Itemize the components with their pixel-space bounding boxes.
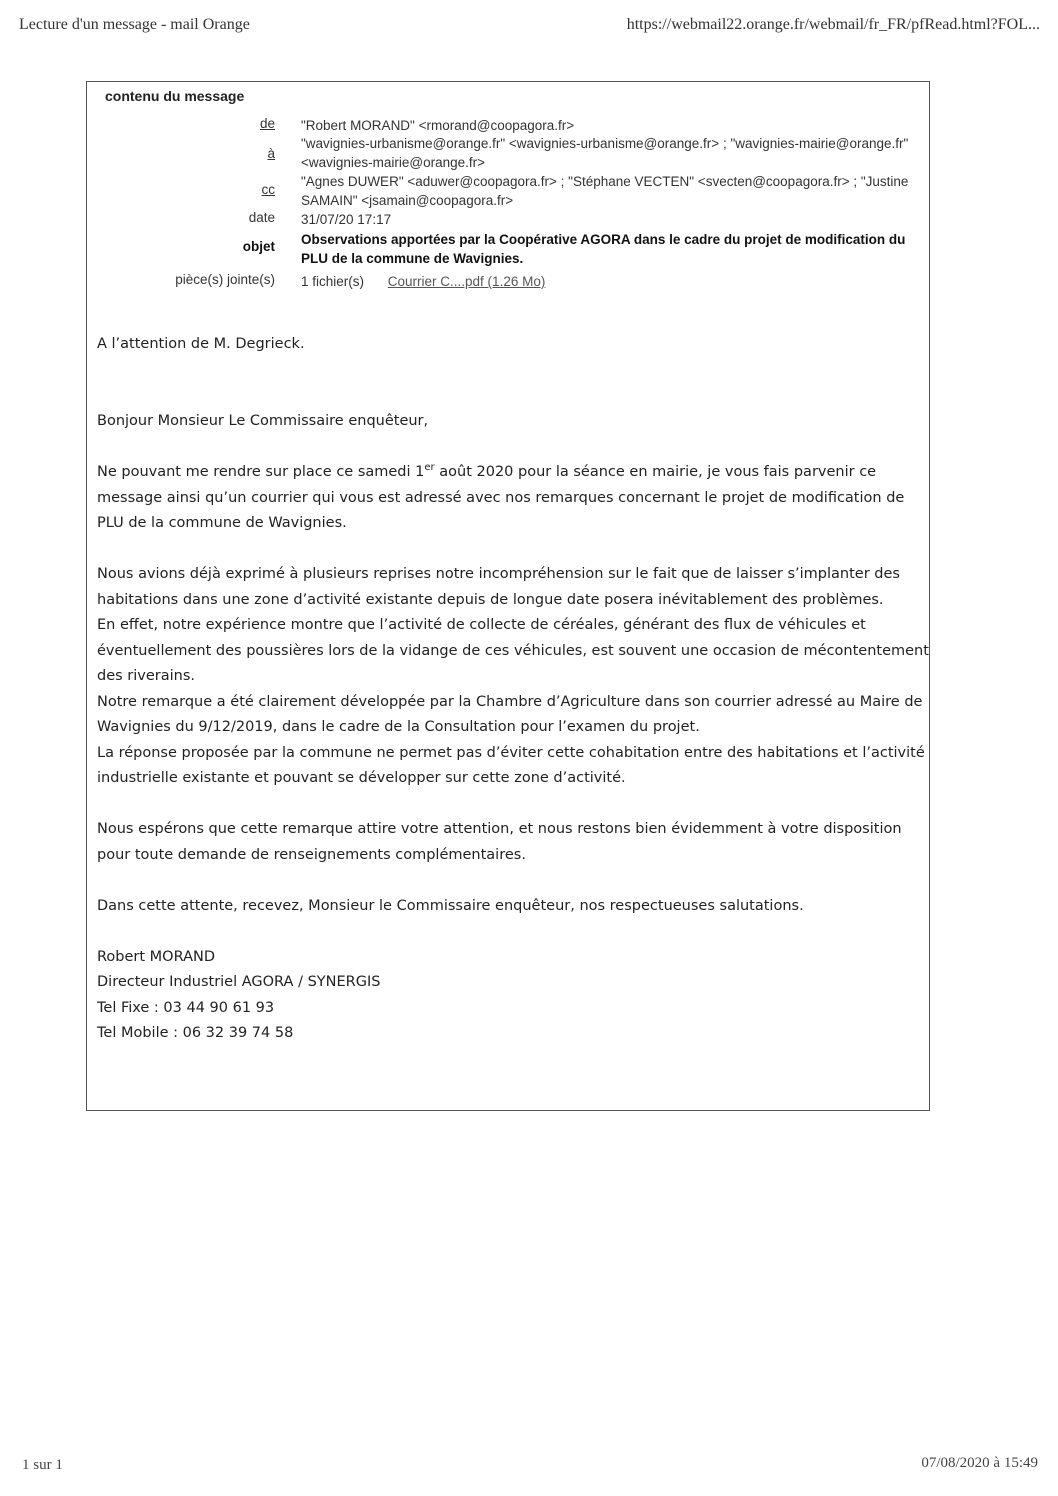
paragraph-4: Dans cette attente, recevez, Monsieur le Commissaire enquêteur, nos respectueuses salutations. [97, 897, 804, 914]
signature-role: Directeur Industriel AGORA / SYNERGIS [97, 974, 381, 990]
message-body-main [97, 409, 929, 1047]
print-page-title: Lecture d'un message - mail Orange [19, 16, 250, 33]
attachments-count: 1 fichier(s) [301, 274, 365, 289]
paragraph-1 [97, 460, 929, 537]
cc-value[interactable]: "Agnes DUWER" <aduwer@coopagora.fr> ; "Stéphane VECTEN" <svecten@coopagora.fr> ; "Justine SAMAIN" <jsamain@coopagora.fr> [301, 174, 909, 208]
date-label: date [248, 210, 275, 225]
from-label: de [259, 116, 275, 131]
signature-name: Robert MORAND [97, 948, 216, 965]
paragraph-2a: Nous avions déjà exprimé à plusieurs reprises notre incompréhension sur le fait que de laisser s’implanter des habitations dans une zone d’activité existante depuis de longue date posera inévitablement des problèmes. [97, 566, 900, 608]
print-timestamp: 07/08/2020 à 15:49 [921, 1455, 1038, 1471]
paragraph-2c: Notre remarque a été clairement développée par la Chambre d’Agriculture dans son courrier adressé au Maire de Wavignies du 9/12/2019, dans le cadre de la Consultation pour l’examen du projet. [97, 693, 923, 735]
attention-line: A l’attention de M. Degrieck. [97, 336, 305, 352]
signature-tel-fixe: Tel Fixe : 03 44 90 61 93 [97, 999, 275, 1016]
message-body [97, 332, 929, 358]
to-label: à [267, 146, 275, 161]
subject-label: objet [242, 239, 275, 254]
cc-label: cc [261, 182, 275, 197]
attachments-value [301, 272, 911, 291]
section-title: contenu du message [105, 88, 245, 104]
to-value[interactable]: "wavignies-urbanisme@orange.fr" <wavignies-urbanisme@orange.fr> ; "wavignies-mairie@orange.fr" <wavignies-mairie@orange.fr> [301, 136, 909, 170]
paragraph-3: Nous espérons que cette remarque attire votre attention, et nous restons bien évidemment à votre disposition pour toute demande de renseignements complémentaires. [97, 821, 902, 863]
from-value[interactable]: "Robert MORAND" <rmorand@coopagora.fr> [301, 118, 575, 133]
greeting: Bonjour Monsieur Le Commissaire enquêteur, [97, 413, 429, 429]
signature-tel-mobile: Tel Mobile : 06 32 39 74 58 [97, 1025, 294, 1041]
attachments-label: pièce(s) jointe(s) [175, 272, 275, 287]
paragraph-1-end: août 2020 pour la séance en mairie, je vous fais parvenir ce message ainsi qu’un courrier qui vous est adressé avec nos remarques concernant le projet de modification de PLU de la commune de Wavignies. [97, 464, 905, 531]
print-url: https://webmail22.orange.fr/webmail/fr_FR/pfRead.html?FOL... [626, 16, 1040, 33]
paragraph-1-start: Ne pouvant me rendre sur place ce samedi 1 [97, 464, 425, 480]
paragraph-2b: En effet, notre expérience montre que l’activité de collecte de céréales, générant des flux de véhicules et éventuellement des poussières lors de la vidange de ces véhicules, est souvent une occasion de mécontentement des riverains. [97, 617, 929, 684]
message-content-panel [86, 81, 930, 1111]
paragraph-2d: La réponse proposée par la commune ne permet pas d’éviter cette cohabitation entre des habitations et l’activité industrielle existante et pouvant se développer sur cette zone d’activité. [97, 744, 925, 786]
paragraph-1-sup: er [424, 462, 435, 474]
date-value: 31/07/20 17:17 [301, 212, 392, 227]
attachment-link[interactable]: Courrier C....pdf (1.26 Mo) [387, 274, 546, 289]
print-page-count: 1 sur 1 [22, 1457, 63, 1473]
subject-value: Observations apportées par la Coopérative AGORA dans le cadre du projet de modification du PLU de la commune de Wavignies. [301, 232, 906, 266]
